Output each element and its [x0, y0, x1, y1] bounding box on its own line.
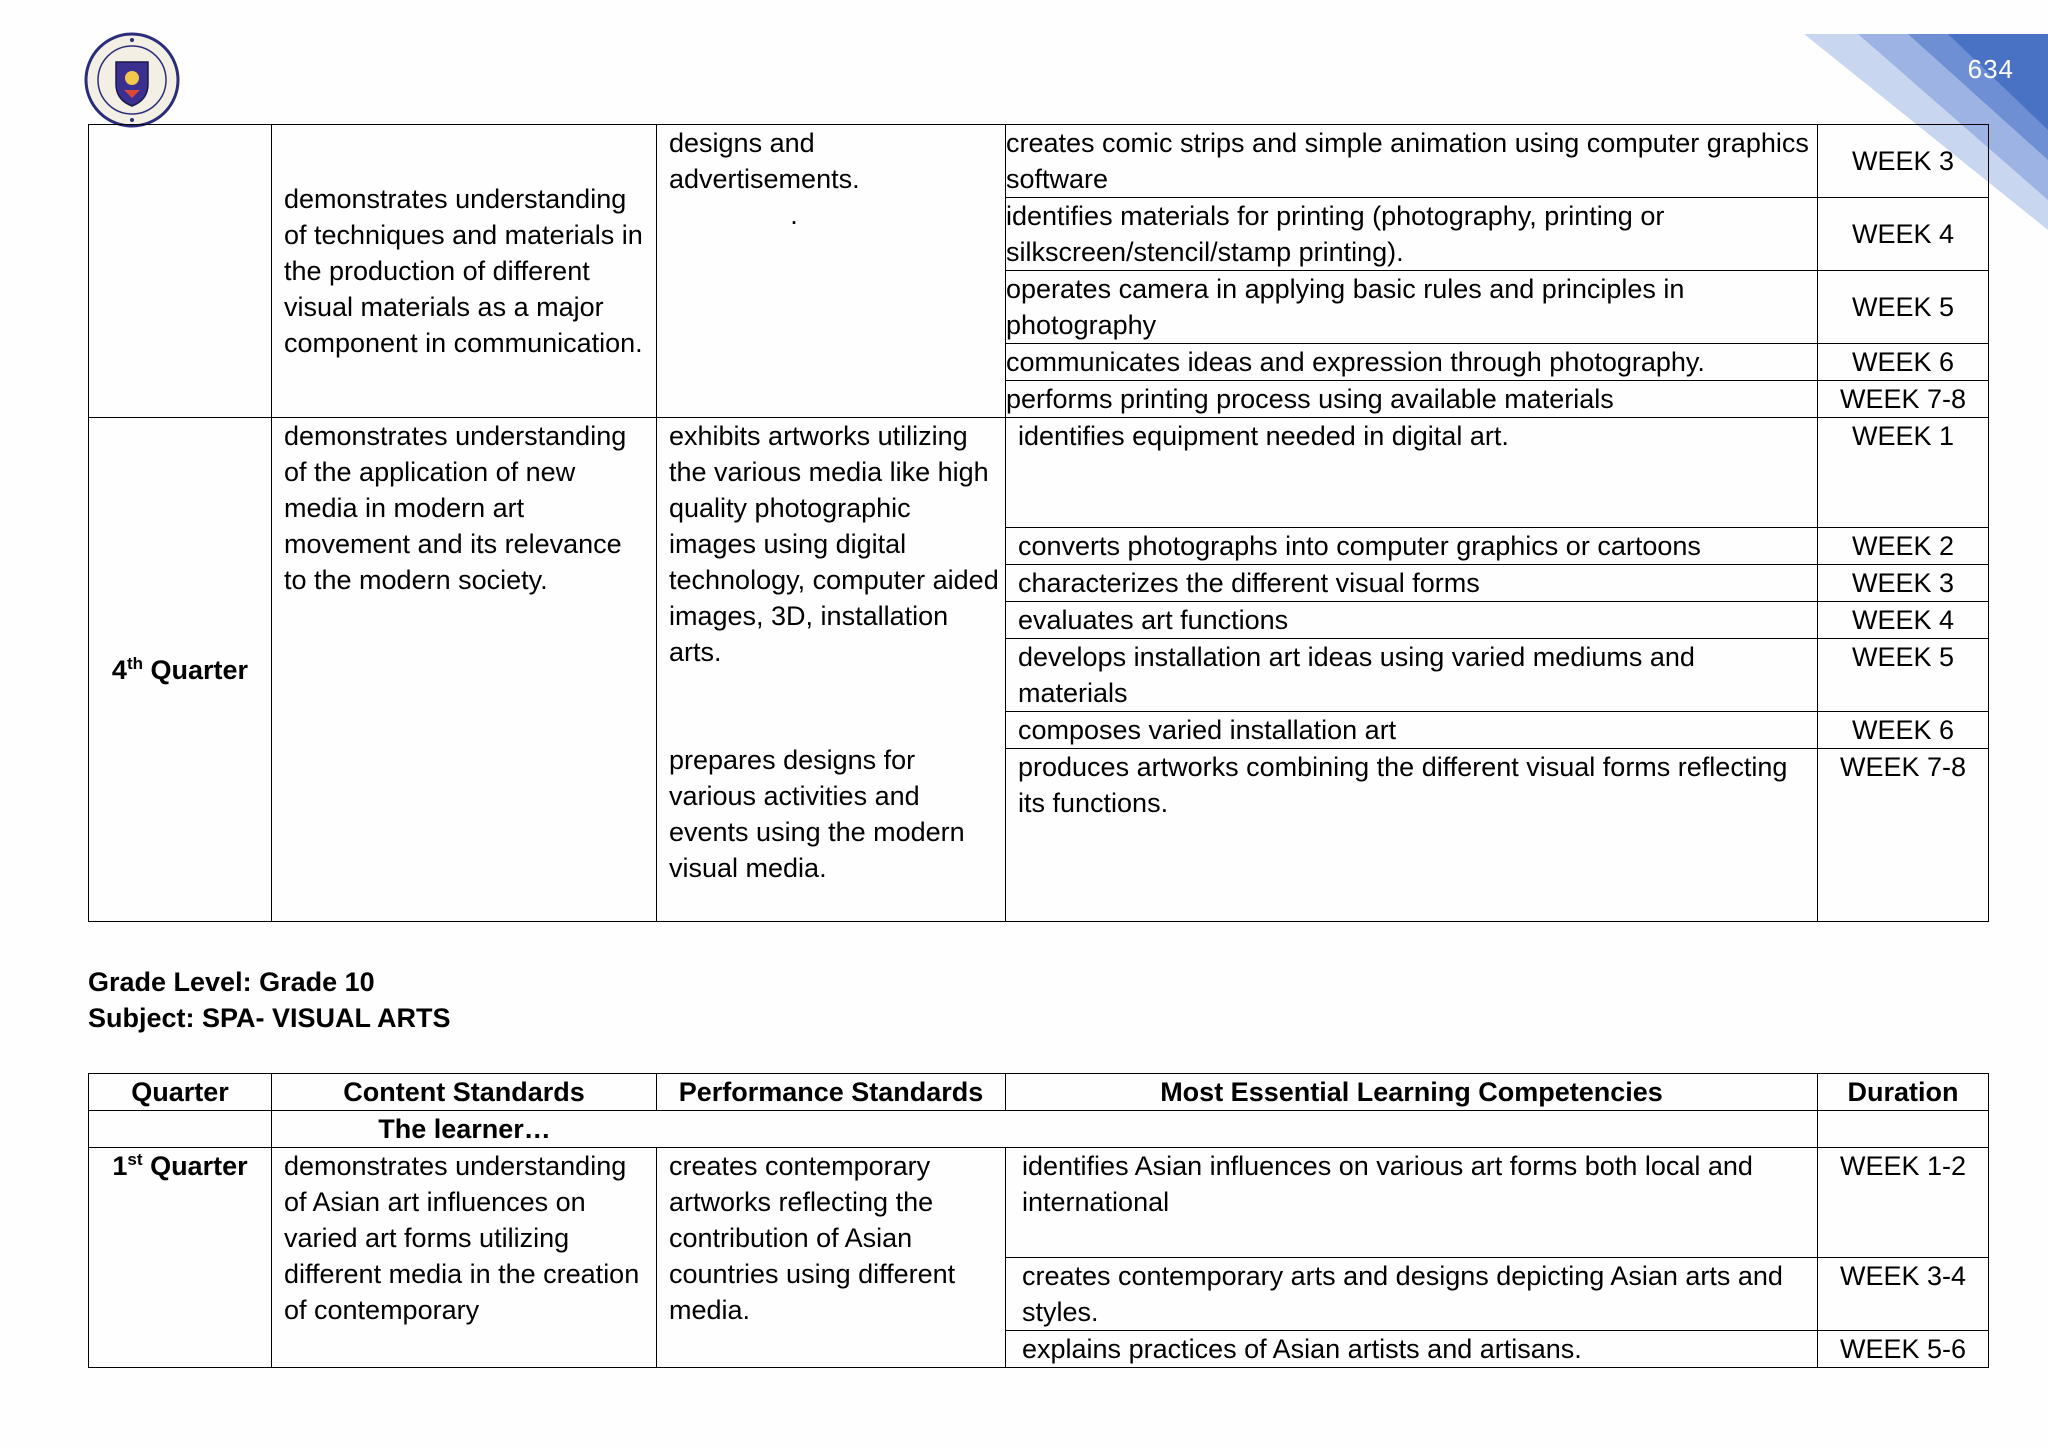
- competency-cell: communicates ideas and expression through photography.: [1006, 344, 1818, 381]
- quarter-number: 4: [111, 654, 127, 685]
- duration-cell: WEEK 7-8: [1818, 381, 1989, 418]
- duration-cell: WEEK 5: [1818, 639, 1989, 712]
- competency-cell: produces artworks combining the different visual forms reflecting its functions.: [1006, 749, 1818, 922]
- content-standard-cell: demonstrates understanding of Asian art influences on varied art forms utilizing different media in the creation of contemporary: [272, 1148, 657, 1368]
- duration-cell: WEEK 1-2: [1818, 1148, 1989, 1258]
- duration-cell: WEEK 1: [1818, 418, 1989, 528]
- deped-seal-logo: [84, 32, 180, 128]
- competency-cell: identifies materials for printing (photography, printing or silkscreen/stencil/stamp printing).: [1006, 198, 1818, 271]
- performance-standard-text: prepares designs for various activities and events using the modern visual media.: [669, 745, 965, 883]
- learner-row: [89, 1111, 1989, 1148]
- header-content-standards: Content Standards: [272, 1074, 657, 1111]
- quarter-suffix: st: [127, 1150, 143, 1169]
- content-standard-text: demonstrates understanding of techniques and materials in the production of different visual materials as a major component in communication.: [284, 184, 643, 358]
- competency-cell: performs printing process using available materials: [1006, 381, 1818, 418]
- duration-cell: WEEK 5-6: [1818, 1331, 1989, 1368]
- header-duration: Duration: [1818, 1074, 1989, 1111]
- duration-cell: WEEK 2: [1818, 528, 1989, 565]
- page-number: 634: [1967, 54, 2014, 84]
- quarter-number: 1: [112, 1151, 128, 1181]
- duration-cell: WEEK 7-8: [1818, 749, 1989, 922]
- table-row: [89, 1148, 1989, 1258]
- duration-cell: WEEK 6: [1818, 344, 1989, 381]
- curriculum-table-continued: [88, 124, 1989, 922]
- grade-subject-heading: [88, 964, 451, 1036]
- quarter-label: [89, 1148, 272, 1368]
- table-row: [89, 125, 1989, 198]
- competency-cell: identifies equipment needed in digital art.: [1006, 418, 1818, 528]
- competency-cell: identifies Asian influences on various art forms both local and international: [1006, 1148, 1818, 1258]
- competency-cell: creates contemporary arts and designs depicting Asian arts and styles.: [1006, 1258, 1818, 1331]
- duration-cell: WEEK 3-4: [1818, 1258, 1989, 1331]
- performance-standard-text: designs and advertisements.: [669, 128, 860, 194]
- performance-dot: .: [790, 200, 798, 230]
- duration-cell: WEEK 3: [1818, 565, 1989, 602]
- quarter-suffix: th: [126, 653, 143, 673]
- quarter-word: Quarter: [150, 654, 249, 685]
- curriculum-table-grade-10: [88, 1073, 1989, 1368]
- subject: Subject: SPA- VISUAL ARTS: [88, 1003, 451, 1033]
- learner-cell: [272, 1111, 1818, 1148]
- duration-cell: WEEK 5: [1818, 271, 1989, 344]
- competency-cell: develops installation art ideas using varied mediums and materials: [1006, 639, 1818, 712]
- duration-cell: WEEK 6: [1818, 712, 1989, 749]
- header-performance-standards: Performance Standards: [657, 1074, 1006, 1111]
- duration-cell: WEEK 4: [1818, 602, 1989, 639]
- content-standard-cell: demonstrates understanding of the application of new media in modern art movement and its relevance to the modern society.: [272, 418, 657, 922]
- performance-standard-cell: [657, 125, 1006, 418]
- learner-text: The learner…: [378, 1114, 551, 1144]
- grade-level: Grade Level: Grade 10: [88, 967, 375, 997]
- competency-cell: operates camera in applying basic rules and principles in photography: [1006, 271, 1818, 344]
- table-header-row: [89, 1074, 1989, 1111]
- empty-cell: [1818, 1111, 1989, 1148]
- quarter-cell-empty: [89, 125, 272, 418]
- content-standard-cell: [272, 125, 657, 418]
- competency-cell: composes varied installation art: [1006, 712, 1818, 749]
- competency-cell: evaluates art functions: [1006, 602, 1818, 639]
- performance-standard-cell: creates contemporary artworks reflecting the contribution of Asian countries using different media.: [657, 1148, 1006, 1368]
- quarter-label: [89, 418, 272, 922]
- performance-standard-cell: [657, 418, 1006, 922]
- performance-standard-text: exhibits artworks utilizing the various media like high quality photographic images using digital technology, computer aided images, 3D, installation arts.: [669, 421, 999, 667]
- duration-cell: WEEK 4: [1818, 198, 1989, 271]
- header-competencies: Most Essential Learning Competencies: [1006, 1074, 1818, 1111]
- competency-cell: characterizes the different visual forms: [1006, 565, 1818, 602]
- quarter-word: Quarter: [150, 1151, 248, 1181]
- competency-cell: explains practices of Asian artists and artisans.: [1006, 1331, 1818, 1368]
- empty-cell: [89, 1111, 272, 1148]
- header-quarter: Quarter: [89, 1074, 272, 1111]
- competency-cell: converts photographs into computer graphics or cartoons: [1006, 528, 1818, 565]
- duration-cell: WEEK 3: [1818, 125, 1989, 198]
- table-row: [89, 418, 1989, 528]
- competency-cell: creates comic strips and simple animation using computer graphics software: [1006, 125, 1818, 198]
